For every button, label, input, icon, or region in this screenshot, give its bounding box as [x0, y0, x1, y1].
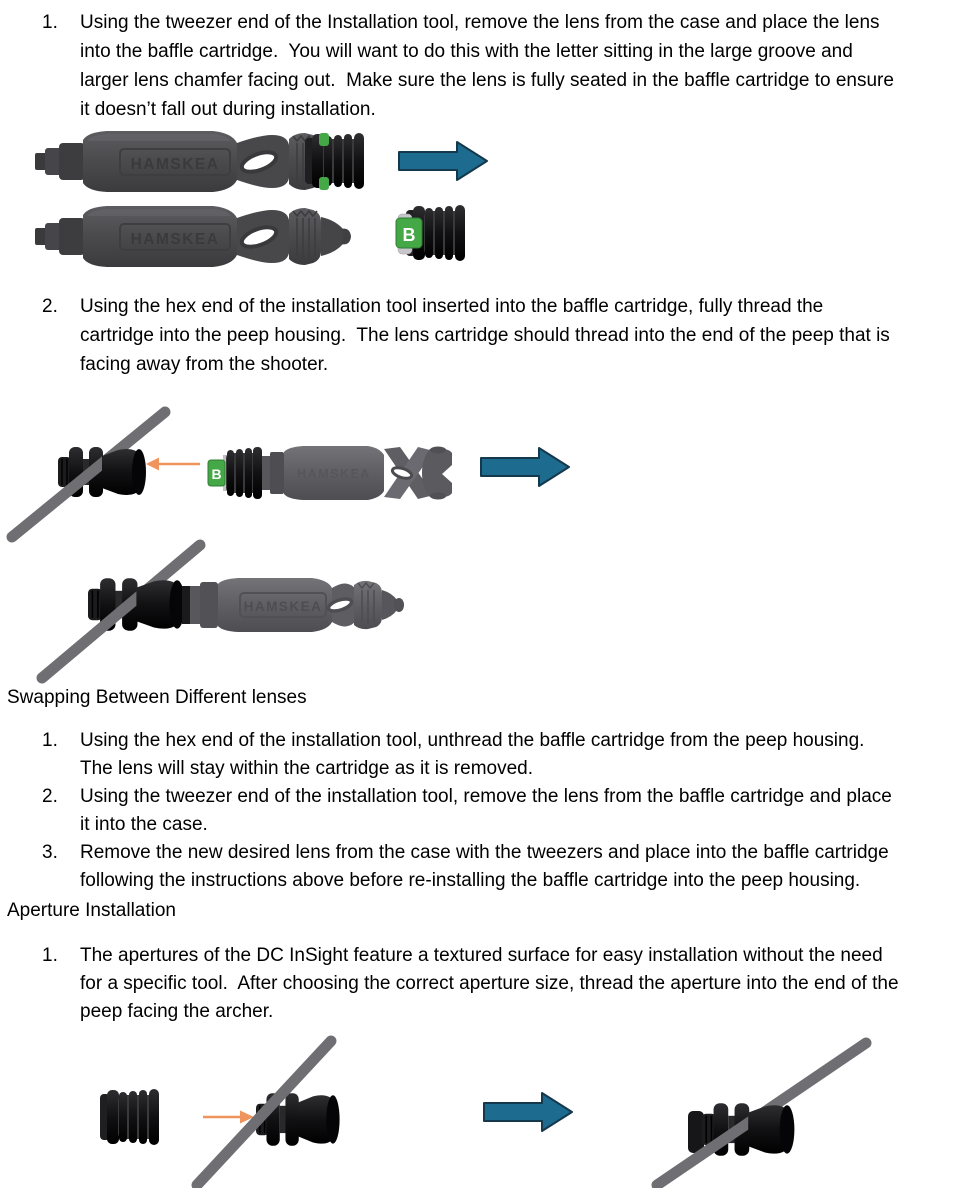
- figure-aperture-installation: [0, 1035, 966, 1188]
- step-number: 1.: [42, 730, 58, 751]
- numbered-step: [42, 942, 899, 1026]
- step-text-line: following the instructions above before re-installing the baffle cartridge into the peep housing.: [80, 870, 861, 891]
- installation-tool: [35, 131, 364, 192]
- step-text-line: Using the tweezer end of the installation tool, remove the lens from the baffle cartridge and place: [80, 786, 892, 807]
- arrow-left-icon: [146, 458, 200, 471]
- arrow-right-small-icon: [203, 1111, 254, 1124]
- figure-cartridge-into-peep: [0, 385, 620, 550]
- peep-housing: [748, 1105, 794, 1153]
- step-text-line: for a specific tool. After choosing the correct aperture size, thread the aperture into the end of the: [80, 973, 899, 994]
- step-number: 3.: [42, 842, 58, 863]
- peep-housing: [102, 449, 146, 495]
- step-text-line: larger lens chamfer facing out. Make sure the lens is fully seated in the baffle cartridge to ensure: [80, 70, 894, 91]
- step-number: 2.: [42, 786, 58, 807]
- step-text-line: Using the hex end of the installation tool inserted into the baffle cartridge, fully thread the: [80, 296, 824, 317]
- step-text-line: peep facing the archer.: [80, 1001, 274, 1022]
- peep-housing: [136, 580, 184, 628]
- step-text-line: into the baffle cartridge. You will want to do this with the letter sitting in the large groove and: [80, 41, 853, 62]
- step-text-line: The apertures of the DC InSight feature a textured surface for easy installation without the need: [80, 945, 883, 966]
- step-text-line: Using the tweezer end of the Installation tool, remove the lens from the case and place the lens: [80, 12, 880, 33]
- brand-emboss-text: HAMSKEA: [297, 467, 371, 481]
- brand-emboss-text: HAMSKEA: [243, 599, 323, 614]
- arrow-right-icon: [481, 448, 569, 486]
- step-text-line: Remove the new desired lens from the case with the tweezers and place into the baffle cartridge: [80, 842, 889, 863]
- numbered-step: [42, 727, 864, 783]
- lens-letter: B: [402, 225, 416, 245]
- arrow-right-icon: [399, 142, 487, 180]
- tweezer-fork-end: [422, 449, 452, 498]
- step-number: 1.: [42, 945, 58, 966]
- peep-housing: [298, 1095, 340, 1143]
- step-text-line: cartridge into the peep housing. The lens cartridge should thread into the end of the peep that is: [80, 325, 890, 346]
- lens-tab: [319, 133, 329, 146]
- step-text-line: it into the case.: [80, 814, 208, 835]
- step-text-line: facing away from the shooter.: [80, 354, 329, 375]
- numbered-step: [42, 8, 894, 124]
- numbered-step: [42, 783, 892, 839]
- baffle-cartridge: [396, 205, 465, 261]
- arrow-right-icon: [484, 1093, 572, 1131]
- section-heading-aperture: Aperture Installation: [7, 900, 176, 921]
- lens-tab: [319, 177, 329, 190]
- installation-tool: [182, 578, 404, 632]
- installation-tool: [35, 206, 351, 267]
- step-number: 2.: [42, 296, 58, 317]
- baffle-cartridge: [305, 133, 364, 189]
- figure-lens-into-cartridge: [30, 125, 510, 283]
- section-heading-swapping: Swapping Between Different lenses: [7, 687, 307, 708]
- numbered-step: [42, 292, 890, 379]
- step-number: 1.: [42, 12, 58, 33]
- installation-tool: [208, 446, 452, 500]
- brand-emboss-text: HAMSKEA: [130, 231, 220, 248]
- aperture: [100, 1089, 159, 1145]
- figure-tool-threading-peep: [0, 538, 440, 690]
- step-text-line: The lens will stay within the cartridge as it is removed.: [80, 758, 534, 779]
- lens-letter: B: [211, 466, 222, 482]
- brand-emboss-text: HAMSKEA: [130, 156, 220, 173]
- numbered-step: [42, 839, 889, 895]
- step-text-line: Using the hex end of the installation tool, unthread the baffle cartridge from the peep housing.: [80, 730, 865, 751]
- aperture-installed: [688, 1111, 704, 1153]
- step-text-line: it doesn’t fall out during installation.: [80, 99, 376, 120]
